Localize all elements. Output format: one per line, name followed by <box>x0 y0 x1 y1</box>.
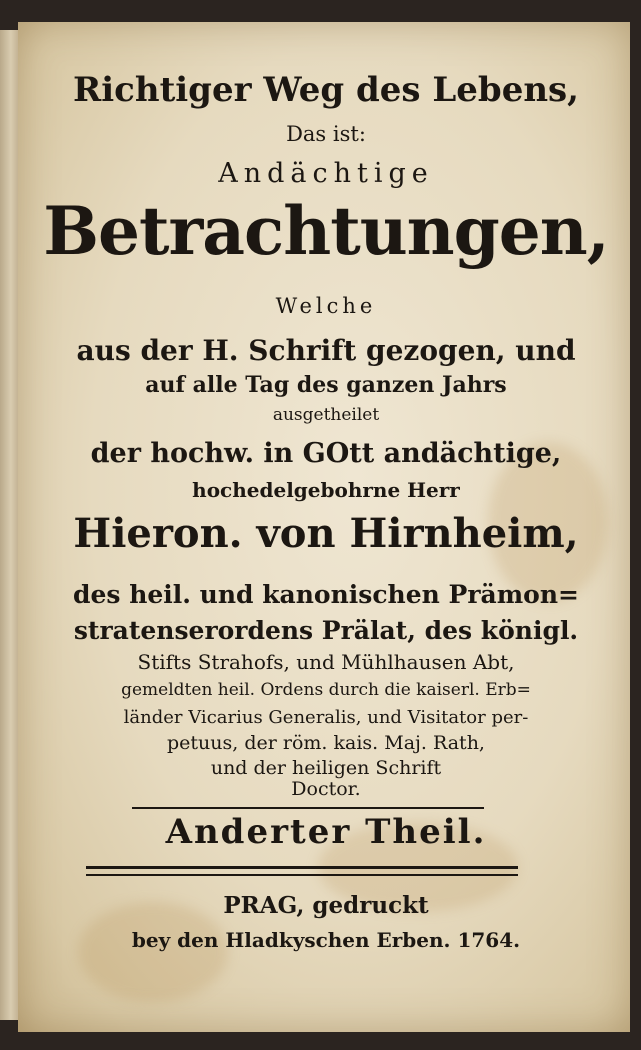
title-line-13: stratenserordens Prälat, des königl. <box>73 616 579 645</box>
title-line-19: Doctor. <box>291 778 361 800</box>
title-line-8: ausgetheilet <box>272 405 380 425</box>
title-line-10: hochedelgebohrne Herr <box>192 478 460 502</box>
divider-rule-3 <box>86 874 518 876</box>
title-line-14: Stifts Strahofs, und Mühlhausen Abt, <box>137 650 515 674</box>
title-line-16: länder Vicarius Generalis, und Visitator per- <box>123 707 529 728</box>
title-line-12: des heil. und kanonischen Prämon= <box>73 580 579 609</box>
imprint-line-1: PRAG, gedruckt <box>223 892 429 919</box>
title-line-5: Welche <box>275 294 377 318</box>
title-line-17: petuus, der röm. kais. Maj. Rath, <box>167 732 485 754</box>
page-left-edge <box>0 30 18 1020</box>
divider-rule-2 <box>86 866 518 869</box>
title-line-2: Das ist: <box>286 122 366 146</box>
title-line-15: gemeldten heil. Ordens durch die kaiserl. Erb= <box>121 680 531 700</box>
title-line-3: Andächtige <box>218 158 434 189</box>
title-line-9: der hochw. in GOtt andächtige, <box>90 438 562 469</box>
author-name: Hieron. von Hirnheim, <box>73 510 579 557</box>
title-line-7: auf alle Tag des ganzen Jahrs <box>145 372 507 398</box>
title-line-6: aus der H. Schrift gezogen, und <box>76 334 576 367</box>
imprint-line-2: bey den Hladkyschen Erben. 1764. <box>131 928 521 952</box>
title-line-18: und der heiligen Schrift <box>210 757 442 779</box>
part-title: Anderter Theil. <box>165 812 487 852</box>
main-title: Betrachtungen, <box>43 192 609 270</box>
title-line-1: Richtiger Weg des Lebens, <box>72 70 580 110</box>
divider-rule-1 <box>132 807 484 809</box>
